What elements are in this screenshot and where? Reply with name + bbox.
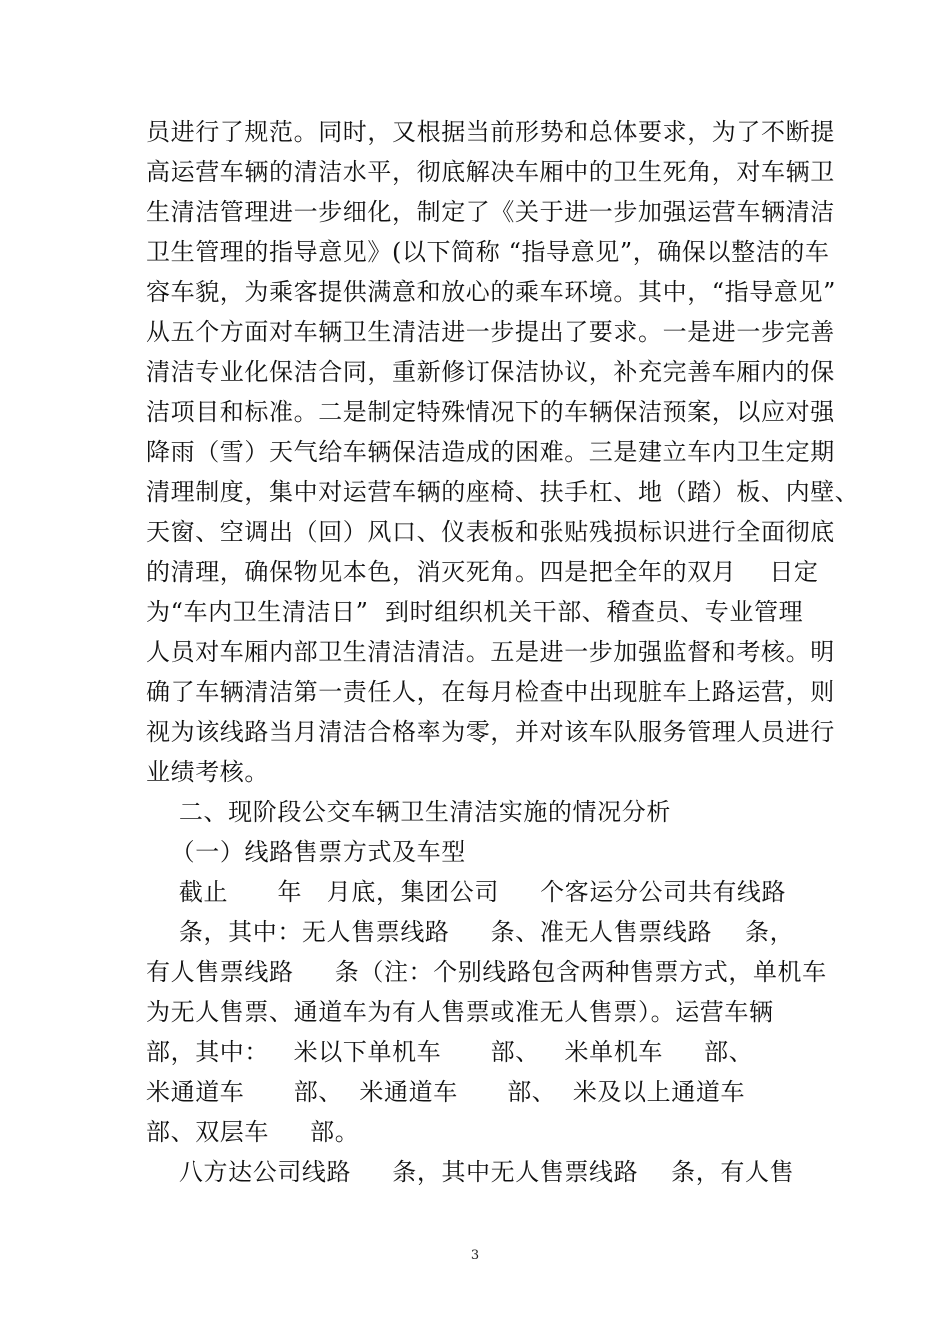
body-line-7: 清洁专业化保洁合同，重新修订保洁协议，补充完善车厢内的保 (146, 358, 835, 386)
body-line-22: 有人售票线路 条（注：个别线路包含两种售票方式，单机车 (146, 958, 827, 986)
body-line-1: 员进行了规范。同时，又根据当前形势和总体要求，为了不断提 (146, 118, 835, 146)
body-line-11: 天窗、空调出（回）风口、仪表板和张贴残损标识进行全面彻底 (146, 518, 835, 546)
body-line-10: 清理制度，集中对运营车辆的座椅、扶手杠、地（踏）板、内壁、 (146, 478, 860, 506)
body-line-27: 八方达公司线路 条，其中无人售票线路 条，有人售 (146, 1158, 795, 1186)
subsection-heading: （一）线路售票方式及车型 (146, 838, 466, 866)
body-line-3: 生清洁管理进一步细化，制定了《关于进一步加强运营车辆清洁 (146, 198, 835, 226)
body-line-25: 米通道车 部、 米通道车 部、 米及以上通道车 (146, 1078, 746, 1106)
page-number: 3 (470, 1248, 480, 1263)
section-heading: 二、现阶段公交车辆卫生清洁实施的情况分析 (146, 798, 671, 826)
body-line-21: 条，其中：无人售票线路 条、准无人售票线路 条， (146, 918, 795, 946)
body-line-16: 视为该线路当月清洁合格率为零，并对该车队服务管理人员进行 (146, 718, 835, 746)
body-line-23: 为无人售票、通道车为有人售票或准无人售票）。运营车辆 (146, 998, 774, 1026)
body-line-2: 高运营车辆的清洁水平，彻底解决车厢中的卫生死角，对车辆卫 (146, 158, 835, 186)
body-line-20: 截止 年 月底，集团公司 个客运分公司共有线路 (146, 878, 787, 906)
body-line-13: 为“车内卫生清洁日” 到时组织机关干部、稽查员、专业管理 (146, 598, 804, 626)
body-line-8: 洁项目和标准。二是制定特殊情况下的车辆保洁预案，以应对强 (146, 398, 835, 426)
body-line-14: 人员对车厢内部卫生清洁清洁。五是进一步加强监督和考核。明 (146, 638, 835, 666)
body-line-26: 部、双层车 部。 (146, 1118, 360, 1146)
body-line-4: 卫生管理的指导意见》(以下简称 “指导意见”，确保以整洁的车 (146, 238, 830, 266)
body-line-12: 的清理，确保物见本色，消灭死角。四是把全年的双月 日定 (146, 558, 819, 586)
body-line-15: 确了车辆清洁第一责任人，在每月检查中出现脏车上路运营，则 (146, 678, 835, 706)
body-line-24: 部，其中： 米以下单机车 部、 米单机车 部、 (146, 1038, 754, 1066)
body-line-17: 业绩考核。 (146, 758, 269, 786)
body-line-9: 降雨（雪）天气给车辆保洁造成的困难。三是建立车内卫生定期 (146, 438, 835, 466)
body-line-5: 容车貌，为乘客提供满意和放心的乘车环境。其中，“指导意见” (146, 278, 836, 306)
body-line-6: 从五个方面对车辆卫生清洁进一步提出了要求。一是进一步完善 (146, 318, 835, 346)
